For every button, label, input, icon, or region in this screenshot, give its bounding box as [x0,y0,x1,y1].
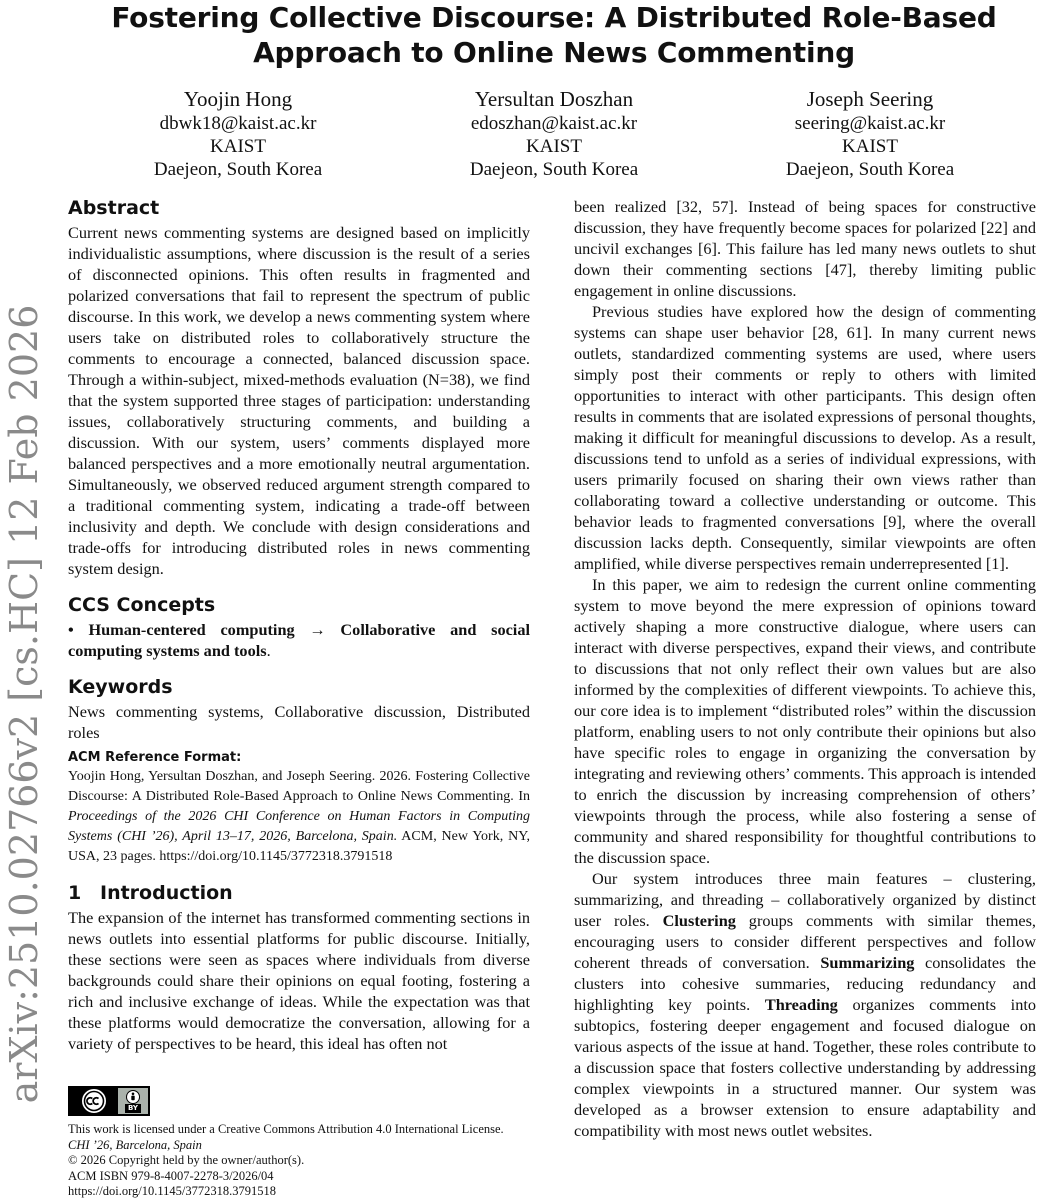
license-copyright: © 2026 Copyright held by the owner/author(s). [68,1153,305,1167]
intro-paragraph-2: Previous studies have explored how the design of commenting systems can shape user behavior [28, 61]. In many current news outlets, standardized commenting systems are used, where users simply post their comments or reply to others with limited opportunities to interact with other participants. This design often results in comments that are isolated expressions of personal thoughts, making it difficult for meaningful discussions to develop. As a result, discussions tend to unfold as a series of individual expressions, with users primarily focused on sharing their own views rather than collaborating toward a collective understanding or outcome. This behavior leads to fragmented conversations [9], where the overall discussion lacks depth. Consequently, similar viewpoints are often amplified, while diverse perspectives remain underrepresented [1]. [574,302,1036,573]
ccs-subconcept: Collaborative and social computing systems and tools [68,620,530,660]
section-title: Introduction [100,882,233,904]
author-3 [712,86,1028,181]
author-name: Yoojin Hong [183,87,293,111]
person-icon [126,1090,140,1104]
introduction-heading [68,881,530,905]
by-attribution [118,1088,148,1114]
author-affiliation: KAIST [526,136,582,157]
author-affiliation: KAIST [210,136,266,157]
abstract-text: Current news commenting systems are designed based on implicitly individualistic assumptions, where discussion is the result of a series of disconnected opinions. This often results in fragmented and polarized conversations that fail to represent the spectrum of public discourse. In this work, we develop a news commenting system where users take on distributed roles to collaboratively structure the comments to encourage a connected, balanced discussion space. Through a within-subject, mixed-methods evaluation (N=38), we find that the system supported three stages of participation: understanding issues, collaboratively structuring comments, and building a discussion. With our system, users’ comments displayed more balanced perspectives and a more emotionally neutral argumentation. Simultaneously, we observed reduced argument strength compared to a traditional commenting system, indicating a trade-off between inclusivity and depth. We conclude with design considerations and trade-offs for introducing distributed roles in news commenting system design. [68,223,530,578]
left-column [68,196,530,1054]
acm-reference-proceedings: Proceedings of the 2026 CHI Conference on Human Factors in Computing Systems (CHI ’26), April 13–17, 2026, Barcelona, Spain. [68,809,530,844]
license-block [68,1086,538,1200]
ccs-concept: Human-centered computing [88,620,295,639]
venue-text: CHI ’26, Barcelona, Spain [68,1137,202,1152]
author-block [80,86,1028,181]
author-location: Daejeon, South Korea [153,159,323,180]
keywords-heading: Keywords [68,676,173,698]
acm-reference-tail: ACM, New York, NY, USA, 23 pages. https://doi.org/10.1145/3772318.3791518 [68,829,530,864]
ccs-end: . [266,641,271,660]
author-email[interactable]: dbwk18@kaist.ac.kr [159,113,317,134]
ccs-bullet: • [68,620,74,639]
author-email[interactable]: edoszhan@kaist.ac.kr [470,113,638,134]
author-email[interactable]: seering@kaist.ac.kr [794,113,946,134]
abstract-heading: Abstract [68,197,160,219]
paper-title: Fostering Collective Discourse: A Distributed Role-Based Approach to Online News Commenting [111,1,997,69]
acm-reference-heading: ACM Reference Format: [68,750,242,765]
author-name: Joseph Seering [806,87,934,111]
author-affiliation: KAIST [842,136,898,157]
ccs-concepts [68,619,530,661]
intro-paragraph-4 [574,868,1036,1141]
ccs-heading: CCS Concepts [68,594,216,616]
license-statement: This work is licensed under a Creative Commons Attribution 4.0 International License. [68,1122,504,1136]
term-threading: Threading [764,995,838,1014]
term-clustering: Clustering [662,911,736,930]
keywords-text: News commenting systems, Collaborative discussion, Distributed roles [68,702,530,742]
author-2 [396,86,712,181]
term-summarizing: Summarizing [820,953,915,972]
intro-paragraph-1: The expansion of the internet has transformed commenting sections in news outlets into essential platforms for public discourse. Initially, these sections were seen as spaces where individuals from diverse backgrounds could share their opinions on equal footing, fostering a rich and inclusive exchange of ideas. While the expectation was that these platforms would democratize the conversation, allowing for a variety of perspectives to be heard, this ideal has often not [68,908,530,1053]
cc-logo-icon [70,1088,118,1114]
by-label: BY [125,1104,141,1113]
author-location: Daejeon, South Korea [469,159,639,180]
text-run: organizes comments into subtopics, fostering deeper engagement and focused dialogue on various aspects of the issue at hand. Together, these roles contribute to a discussion space that fosters collective understanding by addressing complex viewpoints in a structured manner. Our system was developed as a browser extension to ensure adaptability and compatibility with most news outlet websites. [574,995,1036,1140]
license-doi[interactable]: https://doi.org/10.1145/3772318.3791518 [68,1184,276,1198]
ccs-arrow: → [309,620,326,639]
text-run: Our system introduces three main features – clustering, summarizing, and threading – collaboratively organized by distinct user roles. [574,869,1036,930]
intro-paragraph-3: In this paper, we aim to redesign the current online commenting system to move beyond the mere expression of opinions toward actively shaping a more constructive dialogue, where users can interact with diverse perspectives, expand their views, and contribute to discussions that not only reflect their own values but are also informed by the complexities of different viewpoints. To achieve this, our core idea is to implement “distributed roles” within the discussion platform, enabling users to not only contribute their opinions but also have specific roles to engage in organizing the conversation by integrating and reviewing others’ comments. This approach is intended to enrich the discussion by increasing comprehension of others’ viewpoints through the process, while also fostering a sense of community and shared responsibility for thoughtful contributions to the discussion space. [574,575,1036,867]
acm-reference-text [68,767,530,867]
text-run: consolidates the clusters into cohesive summaries, reducing redundancy and highlighting key points. [574,953,1036,1014]
acm-reference-authors: Yoojin Hong, Yersultan Doszhan, and Joseph Seering. 2026. Fostering Collective Discourse: A Distributed Role-Based Approach to Online News Commenting. In [68,769,530,804]
license-isbn: ACM ISBN 979-8-4007-2278-3/2026/04 [68,1168,274,1183]
arxiv-identifier: arXiv:2510.02766v2 [cs.HC] 12 Feb 2026 [2,304,46,1104]
author-location: Daejeon, South Korea [785,159,955,180]
right-column [574,196,1036,1141]
author-name: Yersultan Doszhan [474,87,634,111]
cc-by-badge[interactable] [68,1086,150,1116]
author-1 [80,86,396,181]
license-venue [68,1138,538,1154]
intro-paragraph-1-continued: been realized [32, 57]. Instead of being spaces for constructive discussion, they have frequently become spaces for polarized [22] and uncivil exchanges [6]. This failure has led many news outlets to shut down their commenting sections [47], thereby limiting public engagement in online discussions. [574,197,1036,300]
section-number: 1 [68,882,82,904]
text-run: groups comments with similar themes, encouraging users to consider different perspectives and follow coherent threads of conversation. [574,911,1036,972]
